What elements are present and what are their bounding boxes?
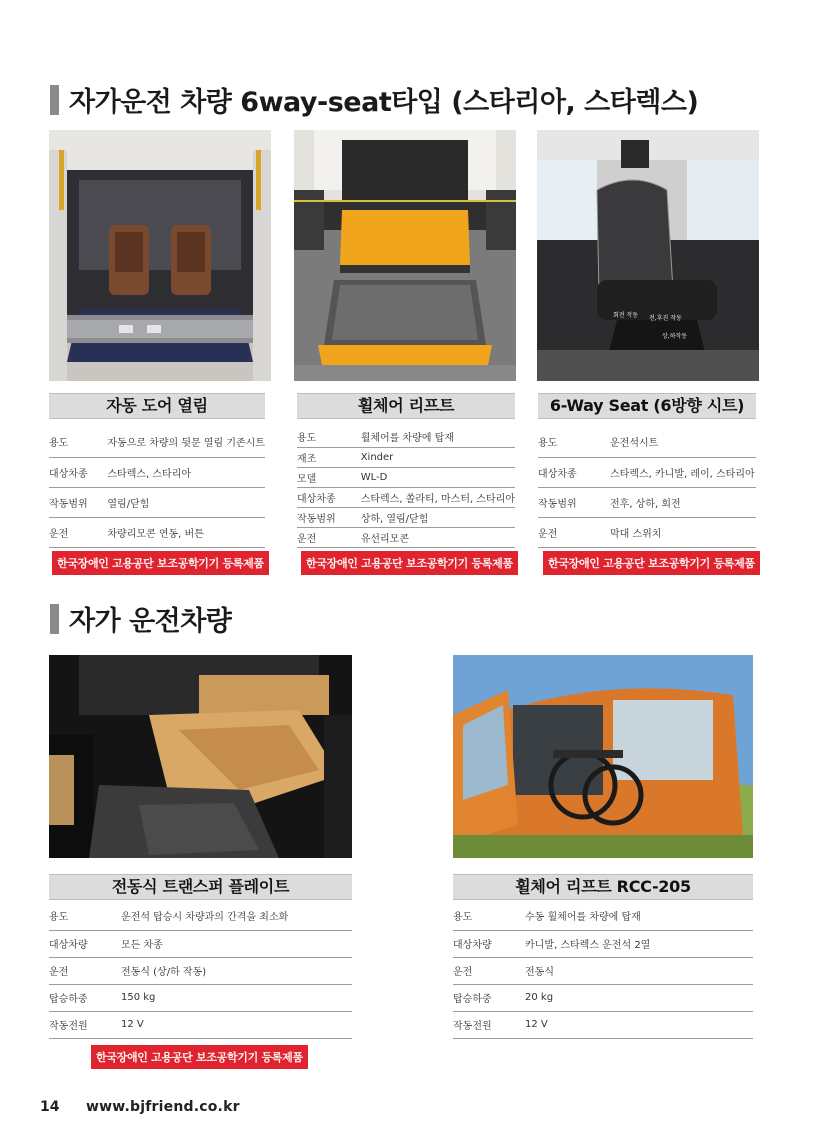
photo-rcc205	[453, 655, 753, 858]
registered-product-badge: 한국장애인 고용공단 보조공학기기 등록제품	[543, 551, 760, 575]
spec-row	[49, 487, 265, 517]
spec-label: 탑승하중	[453, 994, 492, 1005]
spec-value: 12 V	[525, 1019, 548, 1030]
spec-row	[297, 427, 515, 447]
spec-value: 운전석 탑승시 차량과의 간격을 최소화	[121, 912, 289, 924]
spec-table	[297, 427, 515, 548]
spec-value: 유선리모콘	[360, 533, 409, 545]
page-number: 14	[40, 1099, 60, 1115]
spec-table	[453, 902, 753, 1039]
product-card-auto-door	[49, 393, 265, 548]
product-card-wheelchair-lift	[297, 393, 515, 548]
spec-label: 작동전원	[49, 1021, 88, 1032]
registered-product-badge: 한국장애인 고용공단 보조공학기기 등록제품	[52, 551, 269, 575]
spec-value: 전후, 상하, 회전	[610, 498, 681, 510]
spec-label: 작동범위	[297, 513, 336, 525]
section-marker	[50, 604, 59, 634]
spec-label: 운전	[49, 967, 69, 978]
spec-value: 운전석시트	[610, 438, 659, 450]
spec-label: 대상차량	[453, 940, 492, 951]
website-url: www.bjfriend.co.kr	[86, 1099, 240, 1115]
spec-label: 용도	[49, 438, 69, 450]
product-title: 휠체어 리프트 RCC-205	[453, 874, 753, 900]
photo-label-up-down: 상,하작동	[662, 333, 688, 340]
registered-product-badge: 한국장애인 고용공단 보조공학기기 등록제품	[91, 1045, 308, 1069]
photo-label-forward-back: 전,후진 작동	[649, 315, 682, 322]
spec-row	[297, 467, 515, 487]
spec-value: 스타렉스, 쏠라티, 마스터, 스타리아	[360, 493, 515, 505]
spec-label: 운전	[49, 528, 69, 540]
spec-row	[49, 957, 352, 984]
product-card-rcc205	[453, 874, 753, 1039]
spec-value: 전동식 (상/하 작동)	[121, 967, 207, 978]
spec-row	[453, 957, 753, 984]
spec-label: 대상차종	[538, 468, 577, 480]
spec-row	[49, 457, 265, 487]
photo-wheelchair-lift	[294, 130, 516, 381]
spec-row	[453, 902, 753, 930]
spec-value: 모든 차종	[121, 940, 163, 951]
spec-table	[538, 427, 756, 548]
spec-row	[297, 487, 515, 507]
spec-value: 상하, 열림/닫힘	[360, 513, 429, 525]
spec-value: 스타렉스, 스타리아	[107, 468, 192, 480]
spec-row	[49, 427, 265, 457]
spec-row	[538, 487, 756, 517]
spec-label: 탑승하중	[49, 994, 88, 1005]
spec-value: WL-D	[360, 471, 388, 483]
spec-value: 150 kg	[121, 992, 156, 1003]
spec-row	[538, 517, 756, 547]
photo-6way-seat	[537, 130, 759, 381]
spec-label: 작동범위	[538, 498, 577, 510]
product-title: 6-Way Seat (6방향 시트)	[538, 393, 756, 419]
section-title-text: 자가운전 차량 6way-seat타입 (스타리아, 스타렉스)	[69, 87, 699, 118]
spec-row	[538, 457, 756, 487]
spec-label: 용도	[49, 912, 69, 924]
spec-label: 용도	[453, 912, 473, 924]
spec-label: 모델	[297, 473, 317, 485]
product-title: 휠체어 리프트	[297, 393, 515, 419]
spec-label: 용도	[538, 438, 558, 450]
photo-label-rotate: 회전 작동	[613, 312, 639, 319]
spec-row	[297, 507, 515, 527]
spec-row	[453, 984, 753, 1011]
photo-auto-door	[49, 130, 271, 381]
photo-transfer-plate	[49, 655, 352, 858]
spec-value: 전동식	[525, 967, 554, 978]
section-title-1	[50, 80, 698, 119]
spec-row	[453, 1011, 753, 1038]
spec-row	[49, 902, 352, 930]
spec-label: 작동범위	[49, 498, 88, 510]
spec-value: 카니발, 스타렉스 운전석 2열	[525, 940, 651, 951]
spec-row	[538, 427, 756, 457]
product-title: 자동 도어 열림	[49, 393, 265, 419]
section-marker	[50, 85, 59, 115]
product-card-6way-seat	[538, 393, 756, 548]
spec-value: 휠체어를 차량에 탑재	[360, 433, 454, 445]
spec-label: 운전	[538, 528, 558, 540]
spec-label: 대상차량	[49, 940, 88, 951]
spec-label: 재조	[297, 453, 317, 465]
spec-value: 열림/닫힘	[107, 498, 150, 510]
spec-label: 운전	[453, 967, 473, 978]
spec-value: 20 kg	[525, 992, 554, 1003]
spec-table	[49, 902, 352, 1039]
spec-label: 대상차종	[297, 493, 336, 505]
product-card-transfer-plate	[49, 874, 352, 1039]
spec-label: 작동전원	[453, 1021, 492, 1032]
spec-row	[297, 447, 515, 467]
section-title-2	[50, 599, 231, 638]
spec-value: Xinder	[360, 451, 394, 463]
spec-label: 용도	[297, 433, 317, 445]
spec-row	[49, 1011, 352, 1038]
spec-table	[49, 427, 265, 548]
spec-row	[49, 930, 352, 957]
spec-value: 수동 휠체어를 차량에 탑재	[525, 912, 641, 924]
spec-value: 스타렉스, 카니발, 레이, 스타리아	[610, 468, 755, 480]
spec-row	[297, 527, 515, 547]
spec-value: 차량리모콘 연동, 버튼	[107, 528, 204, 540]
registered-product-badge: 한국장애인 고용공단 보조공학기기 등록제품	[301, 551, 518, 575]
spec-row	[453, 930, 753, 957]
section-title-text: 자가 운전차량	[69, 606, 232, 637]
spec-value: 막대 스위치	[610, 528, 662, 540]
spec-label: 대상차종	[49, 468, 88, 480]
spec-row	[49, 984, 352, 1011]
spec-row	[49, 517, 265, 547]
spec-value: 자동으로 차량의 뒷문 열림 기존시트	[107, 438, 265, 450]
spec-label: 운전	[297, 533, 317, 545]
spec-value: 12 V	[121, 1019, 144, 1030]
product-title: 전동식 트랜스퍼 플레이트	[49, 874, 352, 900]
